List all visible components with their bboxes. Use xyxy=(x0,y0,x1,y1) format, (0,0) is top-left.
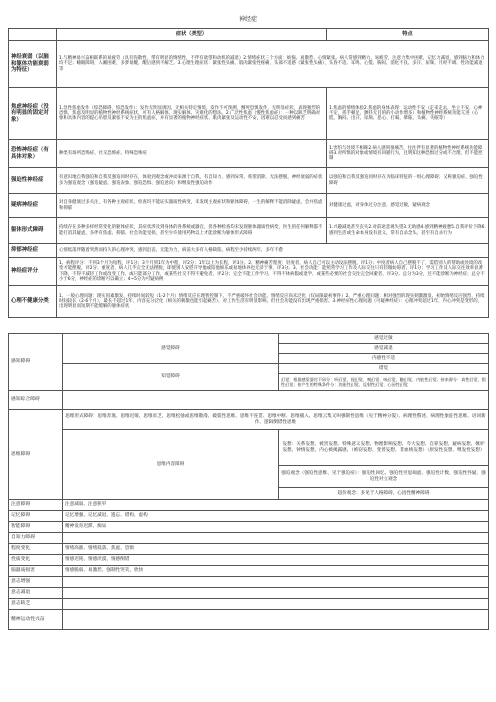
row-name: 感知综合障碍 xyxy=(9,391,63,410)
row-symptom: 1.急性焦虑发作（惊恐障碍，惊恐发作）：发作无明显诱因，无相关特定情境，发作不可预测，濒死恐惧发作，无明显症状，表现强烈的恐惧、焦虑及明显的植物性神经系统症状，可有人格解体、现实解体、灾难化的想法。2.广泛性焦虑（慢性焦虑症）：一种以缺乏明确对象和具体内容的提心吊胆及紧张不安为主的焦虑症，并有显著的植物神经症状、肌肉紧张及运动性不安，因难以忍受而感到痛苦 xyxy=(57,88,327,140)
table-row xyxy=(9,218,489,244)
table-row xyxy=(9,41,489,88)
row-content: 情感脆弱、易激惹、强制性哭笑、欣快 xyxy=(63,566,489,577)
row-name: 躯体形式障碍 xyxy=(9,218,57,244)
table-row xyxy=(9,140,489,168)
row-name: 智能障碍 xyxy=(9,522,63,533)
row-feature: 1.害怕与处境不相称2.病人感到很痛苦，往往伴有显著的植物性神经系统功能障碍3.对所惧的对象或情境有回避行为，且明知这种恐惧过分或不合理，但不能控制 xyxy=(327,140,489,168)
row-content xyxy=(63,391,489,410)
row-symptom: 心情低落伴随着突然而持久的心理冲突，感到沮丧、无能为力，病前大多有人格缺陷，病程至少持续两年，多年不愈 xyxy=(57,244,489,258)
row-name: 强迫性神经症 xyxy=(9,168,57,194)
row-name: 意志增强 xyxy=(9,577,63,588)
list-item: 妄想：关系妄想、被害妄想、特殊意义妄想、物理影响妄想、夸大妄想、自罪妄想、疑病妄想、嫉妒妄想、钟情妄想、内心被揭露感、（被窃妄想、变兽妄想、非血统妄想）（原发性妄想、继发性妄想） xyxy=(279,430,489,466)
list-item: 感觉减退 xyxy=(279,344,489,354)
row-name: 注意障碍 xyxy=(9,500,63,511)
row-content: 精神发育迟滞、痴呆 xyxy=(63,522,489,533)
neurosis-table xyxy=(8,28,489,318)
row-name: 心理不健康分类 xyxy=(9,286,57,318)
table-row xyxy=(9,258,489,286)
header-feature: 特点 xyxy=(327,29,489,41)
row-name: 性质变化 xyxy=(9,555,63,566)
row-content: 注意减弱、注意狭窄 xyxy=(63,500,489,511)
row-content: 记忆增强、记忆减退、遗忘、错构、虚构 xyxy=(63,511,489,522)
row-name: 抑郁神经症 xyxy=(9,244,57,258)
table-row xyxy=(9,244,489,258)
row-symptom: 1.与精神易兴奋相联系的易疲劳（具有弥散性，带有明显的情绪性，不伴有欲望和动机的减退）2.情绪症状三个方面：烦恼、易激惹、心情紧张。病人常感到精力、易疲劳，注意力集中困难，记忆力减退，感到脑力和体力均不足；睡眠障碍，入睡困难，多梦易醒，醒后感到不解乏。3.心理生理症状：紧张性头痛、肌肉紧张性疼痛，头部不适感（紧张性头痛），头昏不适、耳鸣、心慌、胸闷、消化不良、多汗、尿频、月经不调、性功能减退等 xyxy=(57,41,489,88)
table-row xyxy=(9,533,489,544)
table-row xyxy=(9,522,489,533)
row-content xyxy=(63,610,489,630)
row-name: 意志缺乏 xyxy=(9,599,63,610)
page-title: 神经症 xyxy=(238,16,257,23)
row-content xyxy=(63,577,489,588)
row-symptom: 持续存在多种多样经常变化的躯体症状，其症状涉及到身体的各系统或器官，但各种检查均未发现躯体器质性病变，医生的任何解释都不能打消其疑虑，多伴有焦虑、抑郁、社会功能受损，甚至少许使用药物以上才能诊断为躯体形式障碍 xyxy=(57,218,327,244)
row-symptom: 种类有场所恐怖症、社交恐怖症、特殊恐怖症 xyxy=(57,140,327,168)
list-item: 感觉过敏 xyxy=(279,334,489,344)
row-feature: 1.焦虑的情绪体验2.焦虑的身体表现：运动性不安（走来走去，坐立不安，心神不定，搓手顿足，颤抖无目的的小动作增多）和植物性神经系统功能亢进（心慌、胸闷、出汗、尿频、恶心、打嗝、晕眩、头痛、失眠等） xyxy=(327,88,489,140)
row-name: 脑器质损害 xyxy=(9,566,63,577)
row-symptom: 1、病程评分：不到3个月为短程，评1分；3个月到1年为中程，评2分；1年以上为长程，评3分。2、精神痛苦程度：轻度者，病人自己可以主动设法摆脱，评1分；中度者病人自己摆脱不了，需借别人的帮助或处境的改变才能摆脱，评2分；重度者，病人几乎完全无法摆脱，即使别人安慰开导他或陪他娱乐或易地休养也无济于事，评3分。3、社会功能：能照常学习工作及人际交往只有轻微妨碍者，评1分；学习工作及人际交往效率显著下降，不得不减轻工作或改变工作，或只能部分工作，或某些社交不得不避免者，评2分；完全不能工作学习，不得不休病假或退学，或某些必要的社会交往完全回避者，评3分。总分为3分，还不能诊断为神经症；总分不小于6分，神经症的诊断可以确立；4~5分为可疑病例 xyxy=(57,258,489,286)
row-symptom: 对自身健康过多关注，有各种主观症状，检查均不能证实器质性病变，未发现主观症状和躯体障碍，一生的解释不能消除疑虑，会并焦虑和抑郁 xyxy=(57,194,327,218)
row-name: 神经症评分 xyxy=(9,258,57,286)
table-row xyxy=(9,168,489,194)
row-feature: 以强迫和自我反强迫同时存在为临床特征的一组心理障碍；又称强迫症、强迫性障碍 xyxy=(327,168,489,194)
table-row xyxy=(9,577,489,588)
row-name: 自知力障碍 xyxy=(9,533,63,544)
row-name: 思维障碍 xyxy=(9,410,63,500)
table-row xyxy=(9,544,489,555)
row-content xyxy=(63,588,489,599)
table-row xyxy=(9,88,489,140)
header-blank xyxy=(9,29,57,41)
table-row xyxy=(9,599,489,610)
sub-category: 知觉障碍 xyxy=(63,364,279,391)
row-name: 记忆障碍 xyxy=(9,511,63,522)
header-symptom: 症状（类型） xyxy=(57,29,327,41)
table-header-row xyxy=(9,29,489,41)
row-name: 焦虑神经症（没有明显的固定对象） xyxy=(9,88,57,140)
row-content xyxy=(63,533,489,544)
row-name: 神经衰弱（以脑和躯体功能衰弱为特征） xyxy=(9,41,57,88)
row-symptom: 有意识地自我强迫和自我反强迫同时存在，体验到观念或冲动来源于自我，有自知力，感到异常、希望消除，无法摆脱，神经衰弱的症状多为强迫观念（强迫疑虑、强迫表象、强迫恐惧、强迫意向）和继发性强迫动作 xyxy=(57,168,327,194)
table-row xyxy=(9,194,489,218)
row-content: 思维形式障碍：思维奔逸、思维迟缓、思维贫乏、思维松弛或思维散漫、破裂性思维、思维不连贯、思维中断、思维插入、思维云集又叫强制性思维（见于精神分裂）、病理性赘述、病理性象征性思维、语词新作、逻辑倒错性思维 xyxy=(63,410,489,430)
row-name: 意志减退 xyxy=(9,588,63,599)
row-content: 情感迟钝、情感淡漠、情感倒错 xyxy=(63,555,489,566)
sub-category: 思维内容障碍 xyxy=(63,430,279,500)
row-name: 感知障碍 xyxy=(9,334,63,391)
table-row xyxy=(9,286,489,318)
list-item: 内感性不适 xyxy=(279,354,489,364)
sub-category: 感觉障碍 xyxy=(63,334,279,364)
table-row xyxy=(9,555,489,566)
psychopathology-table xyxy=(8,333,489,630)
row-name: 恐怖神经症（有具体对象） xyxy=(9,140,57,168)
table-row xyxy=(9,610,489,630)
list-item: 幻觉：根据感觉器官不同分：听幻觉、视幻觉、嗅幻觉、味幻觉、触幻觉、内脏性幻觉；按来源分：真性幻觉、假性幻觉；按产生的特殊条件分：功能性幻觉、反射性幻觉、心因性幻觉 xyxy=(279,374,489,391)
table-row xyxy=(9,500,489,511)
row-feature: 1.兴趣减退甚至丧失2.对前途悲观失望3.无助感4.感到精神疲惫5.自我评价下降6.感到生活或生命本身没有意义，常有自杀念头，甚至有自杀行为 xyxy=(327,218,489,244)
row-symptom: 1、一般心理问题：现实因素激发、持续时间较短（1-2个月）情绪反应在理智控制下、不严重破坏社会功能、情绪反应尚未泛化（仅局限最初事件）2、严重心理问题：相对强烈的现实刺激激发、初始情绪反应强烈，持续时间较长（2-6个月），最长不超过1年、内容充分泛化（相关的刺激也能引起痛苦），对工作生活有明显影响，但社会功能没有出现严重损害。3.神经症性心理问题（可疑神经症）：心理冲突超过1年，内心冲突是变形的，出现明显而短期不能缓解的躯体症状 xyxy=(57,286,489,318)
list-item: 错觉 xyxy=(279,364,489,374)
row-name: 程度变化 xyxy=(9,544,63,555)
list-item: 强迫观念（强迫性思维、见于强迫症）：强迫性回忆、强迫性穷思竭虑、强迫性计数、强迫性怀疑、强迫性对立观念 xyxy=(279,466,489,488)
table-row xyxy=(9,566,489,577)
row-content xyxy=(63,599,489,610)
table-row xyxy=(9,588,489,599)
row-name: 精神运动性兴奋 xyxy=(9,610,63,630)
row-name: 疑病神经症 xyxy=(9,194,57,218)
row-feature: 对健康过虑，对身体过分注意，感觉过敏，疑病观念 xyxy=(327,194,489,218)
row-content: 情绪高涨、情绪低落、焦虑、恐惧 xyxy=(63,544,489,555)
list-item: 超价观念：多见于人格障碍、心因性精神障碍 xyxy=(279,488,489,500)
table-row xyxy=(9,511,489,522)
